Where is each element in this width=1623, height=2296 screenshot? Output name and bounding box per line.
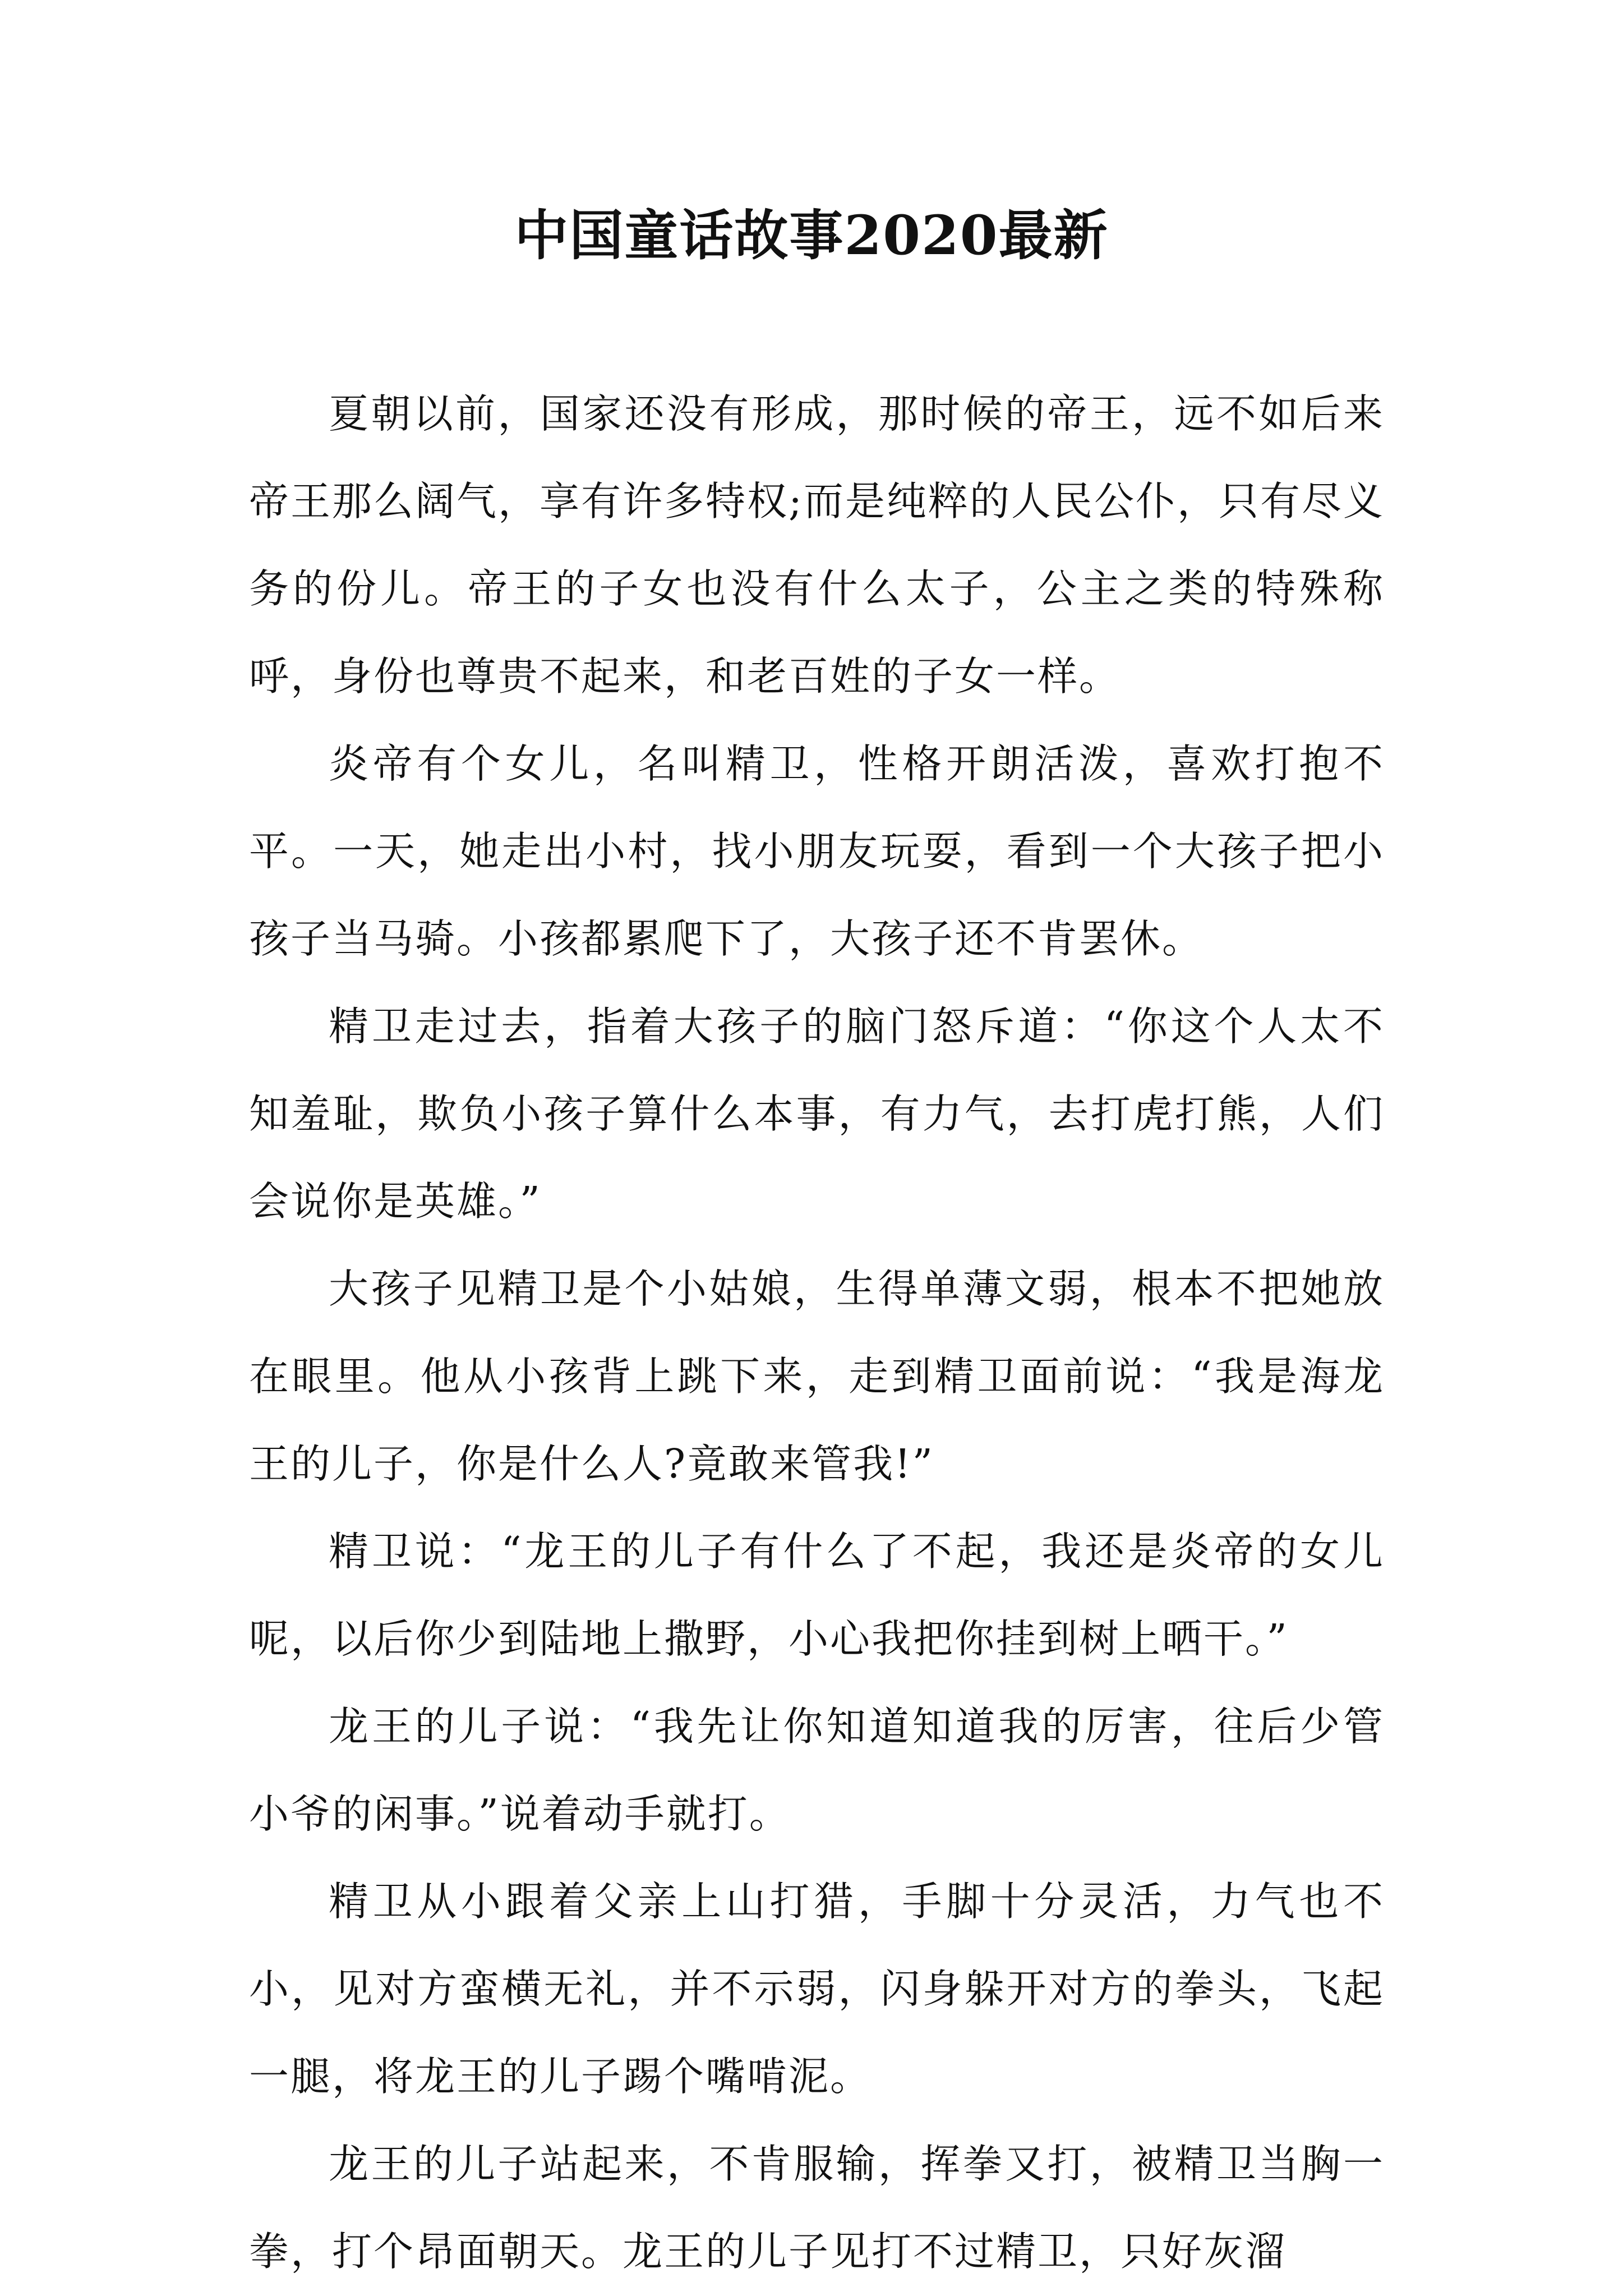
- document-title: 中国童话故事2020最新: [514, 204, 1109, 267]
- paragraph-3: 精卫走过去，指着大孩子的脑门怒斥道：“你这个人太不知羞耻，欺负小孩子算什么本事，有力气，去打虎打熊，人们会说你是英雄。”: [249, 1003, 1385, 1225]
- paragraph-2: 炎帝有个女儿，名叫精卫，性格开朗活泼，喜欢打抱不平。一天，她走出小村，找小朋友玩耍，看到一个大孩子把小孩子当马骑。小孩都累爬下了，大孩子还不肯罢休。: [249, 740, 1385, 962]
- paragraph-8: 龙王的儿子站起来，不肯服输，挥拳又打，被精卫当胸一拳，打个昂面朝天。龙王的儿子见打不过精卫，只好灰溜: [249, 2141, 1385, 2275]
- paragraph-5: 精卫说：“龙王的儿子有什么了不起，我还是炎帝的女儿呢，以后你少到陆地上撒野，小心我把你挂到树上晒干。”: [249, 1528, 1385, 1662]
- paragraph-6: 龙王的儿子说：“我先让你知道知道我的厉害，往后少管小爷的闲事。”说着动手就打。: [249, 1703, 1385, 1837]
- paragraph-1: 夏朝以前，国家还没有形成，那时候的帝王，远不如后来帝王那么阔气，享有许多特权;而是纯粹的人民公仆，只有尽义务的份儿。帝王的子女也没有什么太子，公主之类的特殊称呼，身份也尊贵不起来，和老百姓的子女一样。: [249, 390, 1385, 700]
- paragraph-4: 大孩子见精卫是个小姑娘，生得单薄文弱，根本不把她放在眼里。他从小孩背上跳下来，走到精卫面前说：“我是海龙王的儿子，你是什么人?竟敢来管我!”: [249, 1266, 1385, 1487]
- document-body: [249, 370, 1385, 2295]
- paragraph-7: 精卫从小跟着父亲上山打猎，手脚十分灵活，力气也不小，见对方蛮横无礼，并不示弱，闪身躲开对方的拳头，飞起一腿，将龙王的儿子踢个嘴啃泥。: [249, 1878, 1385, 2100]
